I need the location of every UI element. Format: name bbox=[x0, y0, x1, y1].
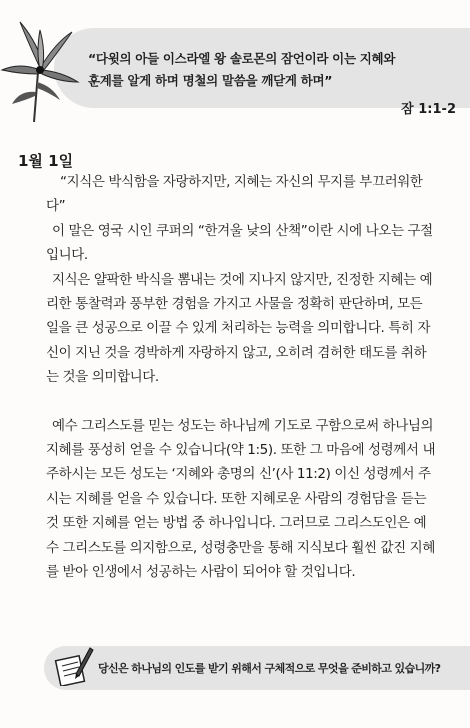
entry-date: 1월 1일 bbox=[18, 152, 74, 170]
paragraph: 이 말은 영국 시인 쿠퍼의 “한겨울 낮의 산책”이란 시에 나오는 구절입니다. bbox=[46, 222, 433, 264]
verse-line: “다윗의 아들 이스라엘 왕 솔로몬의 잠언이라 이는 지혜와 bbox=[88, 51, 396, 66]
paragraph: 지식은 얄팍한 박식을 뽐내는 것에 지나지 않지만, 진정한 지혜는 예리한 통찰력과 풍부한 경험을 가지고 사물을 정확히 판단하며, 모든 일을 큰 성공으로 이끌 수 있게 처리하는 능력을 의미합니다. 특히 자신이 지닌 것을 경박하게 자랑하지 않고, 오히려 겸허한 태도를 취하는 것을 의미합니다. bbox=[46, 271, 433, 386]
opening-quote: “지식은 박식함을 자랑하지만, 지혜는 자신의 무지를 부끄러워한다” bbox=[46, 174, 423, 215]
pen-and-paper-icon bbox=[54, 644, 94, 686]
paragraph: 예수 그리스도를 믿는 성도는 하나님께 기도로 구함으로써 하나님의 지혜를 풍성히 얻을 수 있습니다(약 1:5). 또한 그 마음에 성령께서 내주하시는 모든 성도는 ‘지혜와 총명의 신’(사 11:2) 이신 성령께서 주시는 지혜를 얻을 수 있습니다. 또한 지혜로운 사람의 경험담을 듣는 것 또한 지혜를 얻는 방법 중 하나입니다. 그러므로 그리스도인은 예수 그리스도를 의지함으로, 성령충만을 통해 지식보다 훨씬 값진 지혜를 받아 인생에서 성공하는 사람이 되어야 할 것입니다. bbox=[46, 417, 436, 581]
verse-line: 훈계를 알게 하며 명철의 말씀을 깨닫게 하며” bbox=[88, 73, 333, 88]
lily-flower-icon bbox=[0, 12, 80, 122]
verse-reference: 잠 1:1-2 bbox=[401, 102, 456, 117]
devotional-body bbox=[46, 170, 438, 585]
reflection-question: 당신은 하나님의 인도를 받기 위해서 구체적으로 무엇을 준비하고 있습니까? bbox=[98, 662, 441, 675]
header-band bbox=[0, 12, 470, 122]
verse-text bbox=[88, 48, 460, 92]
